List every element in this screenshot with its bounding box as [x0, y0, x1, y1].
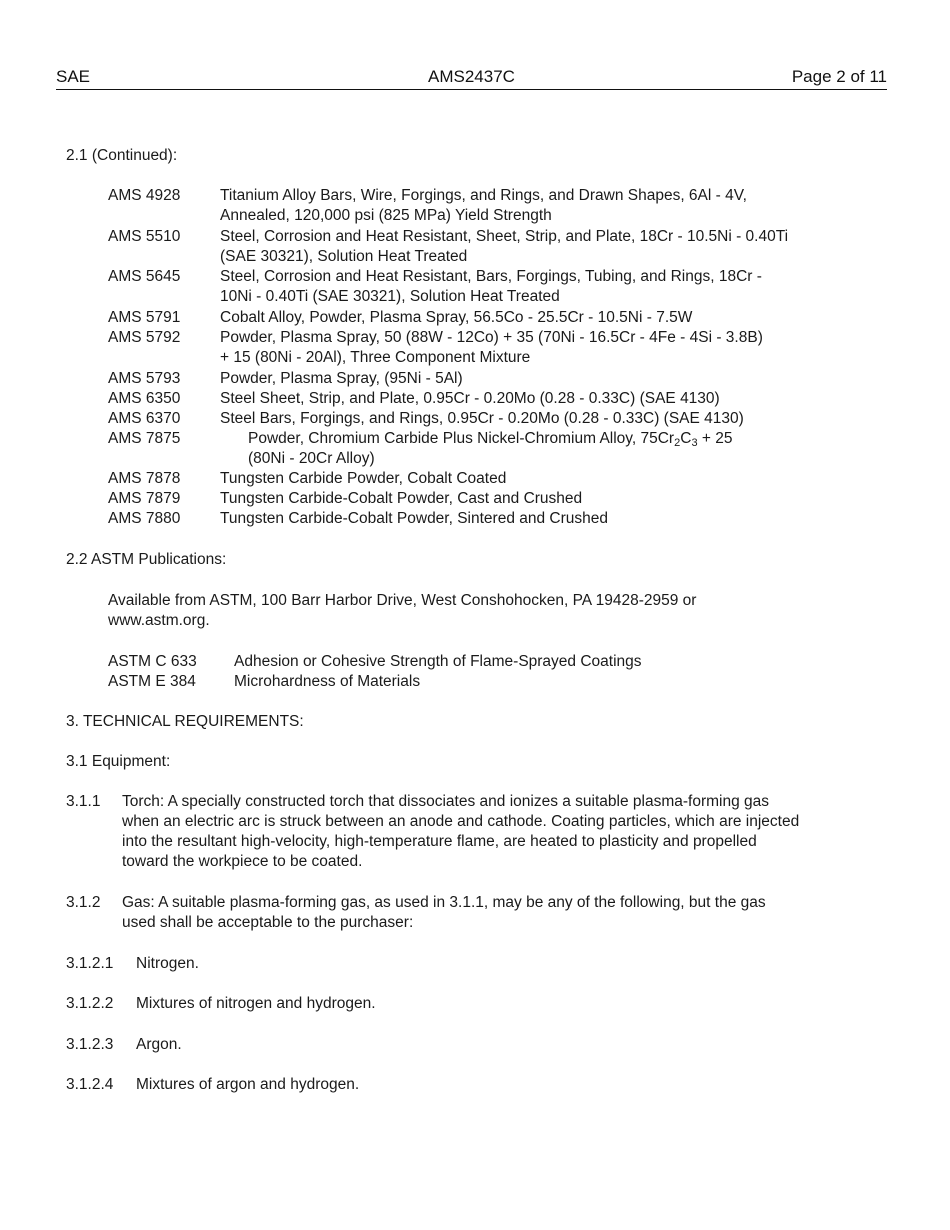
subscript: 3 [691, 437, 698, 449]
gas-item-number: 3.1.2.2 [66, 995, 114, 1012]
ams-code: AMS 4928 [108, 187, 181, 204]
gas-item-number: 3.1.2.1 [66, 955, 114, 972]
ams-desc-part: C [680, 430, 692, 447]
ams-code: AMS 6370 [108, 410, 181, 427]
ams-desc: + 15 (80Ni - 20Al), Three Component Mixture [220, 349, 531, 366]
ams-code: AMS 5792 [108, 329, 181, 346]
header-org: SAE [56, 67, 91, 86]
page-header [56, 67, 887, 90]
section-3-heading: 3. TECHNICAL REQUIREMENTS: [66, 713, 304, 730]
ams-desc: Steel Bars, Forgings, and Rings, 0.95Cr - 0.20Mo (0.28 - 0.33C) (SAE 4130) [220, 410, 744, 427]
ams-desc: (80Ni - 20Cr Alloy) [248, 450, 375, 467]
section-3-1-1-number: 3.1.1 [66, 793, 101, 810]
subscript: 2 [674, 437, 681, 449]
paragraph-line: toward the workpiece to be coated. [122, 853, 363, 870]
astm-code: ASTM E 384 [108, 673, 196, 690]
paragraph-line: used shall be acceptable to the purchaser: [122, 914, 414, 931]
astm-code: ASTM C 633 [108, 653, 197, 670]
gas-item-number: 3.1.2.4 [66, 1076, 114, 1093]
ams-code: AMS 7879 [108, 490, 181, 507]
ams-code: AMS 5645 [108, 268, 181, 285]
paragraph-line: Gas: A suitable plasma-forming gas, as used in 3.1.1, may be any of the following, but the gas [122, 894, 766, 911]
section-3-1-heading: 3.1 Equipment: [66, 753, 171, 770]
ams-code: AMS 7878 [108, 470, 181, 487]
section-2-2-heading: 2.2 ASTM Publications: [66, 551, 227, 568]
ams-desc: Cobalt Alloy, Powder, Plasma Spray, 56.5Co - 25.5Cr - 10.5Ni - 7.5W [220, 309, 693, 326]
ams-code: AMS 5793 [108, 370, 181, 387]
ams-code: AMS 5510 [108, 228, 181, 245]
ams-desc: Titanium Alloy Bars, Wire, Forgings, and Rings, and Drawn Shapes, 6Al - 4V, [220, 187, 747, 204]
ams-desc: Tungsten Carbide-Cobalt Powder, Cast and Crushed [220, 490, 583, 507]
header-page-number: Page 2 of 11 [791, 67, 887, 86]
ams-desc: 10Ni - 0.40Ti (SAE 30321), Solution Heat Treated [220, 288, 560, 305]
section-3-1-2-number: 3.1.2 [66, 894, 101, 911]
ams-desc: Steel, Corrosion and Heat Resistant, Sheet, Strip, and Plate, 18Cr - 10.5Ni - 0.40Ti [220, 228, 789, 245]
ams-desc: Tungsten Carbide-Cobalt Powder, Sintered and Crushed [220, 510, 609, 527]
ams-desc: Tungsten Carbide Powder, Cobalt Coated [220, 470, 507, 487]
ams-desc: Annealed, 120,000 psi (825 MPa) Yield Strength [220, 207, 552, 224]
gas-item-text: Mixtures of nitrogen and hydrogen. [136, 995, 376, 1012]
paragraph-line: when an electric arc is struck between an anode and cathode. Coating particles, which are injected [122, 813, 800, 830]
ams-desc: Powder, Plasma Spray, (95Ni - 5Al) [220, 370, 463, 387]
ams-code: AMS 6350 [108, 390, 181, 407]
paragraph-line: Torch: A specially constructed torch that dissociates and ionizes a suitable plasma-forming gas [122, 793, 770, 810]
ams-code: AMS 7875 [108, 430, 181, 447]
ams-desc: Steel Sheet, Strip, and Plate, 0.95Cr - 0.20Mo (0.28 - 0.33C) (SAE 4130) [220, 390, 720, 407]
gas-item-text: Mixtures of argon and hydrogen. [136, 1076, 360, 1093]
gas-item-text: Argon. [136, 1036, 182, 1053]
ams-desc: (SAE 30321), Solution Heat Treated [220, 248, 468, 265]
paragraph-line: into the resultant high-velocity, high-temperature flame, are heated to plasticity and propelled [122, 833, 757, 850]
ams-desc: Powder, Plasma Spray, 50 (88W - 12Co) + 35 (70Ni - 16.5Cr - 4Fe - 4Si - 3.8B) [220, 329, 763, 346]
section-2-1-heading: 2.1 (Continued): [66, 147, 178, 164]
astm-desc: Adhesion or Cohesive Strength of Flame-Sprayed Coatings [234, 653, 642, 670]
ams-desc [248, 429, 732, 449]
ams-code: AMS 5791 [108, 309, 181, 326]
ams-desc-part: Powder, Chromium Carbide Plus Nickel-Chromium Alloy, 75Cr [248, 430, 675, 447]
ams-desc: Steel, Corrosion and Heat Resistant, Bars, Forgings, Tubing, and Rings, 18Cr - [220, 268, 762, 285]
gas-item-text: Nitrogen. [136, 955, 199, 972]
ams-desc-part: + 25 [697, 430, 733, 447]
astm-availability: Available from ASTM, 100 Barr Harbor Drive, West Conshohocken, PA 19428-2959 or [108, 592, 697, 609]
astm-desc: Microhardness of Materials [234, 673, 421, 690]
gas-item-number: 3.1.2.3 [66, 1036, 114, 1053]
ams-code: AMS 7880 [108, 510, 181, 527]
astm-url: www.astm.org. [108, 612, 210, 629]
header-doc-number: AMS2437C [428, 67, 515, 86]
